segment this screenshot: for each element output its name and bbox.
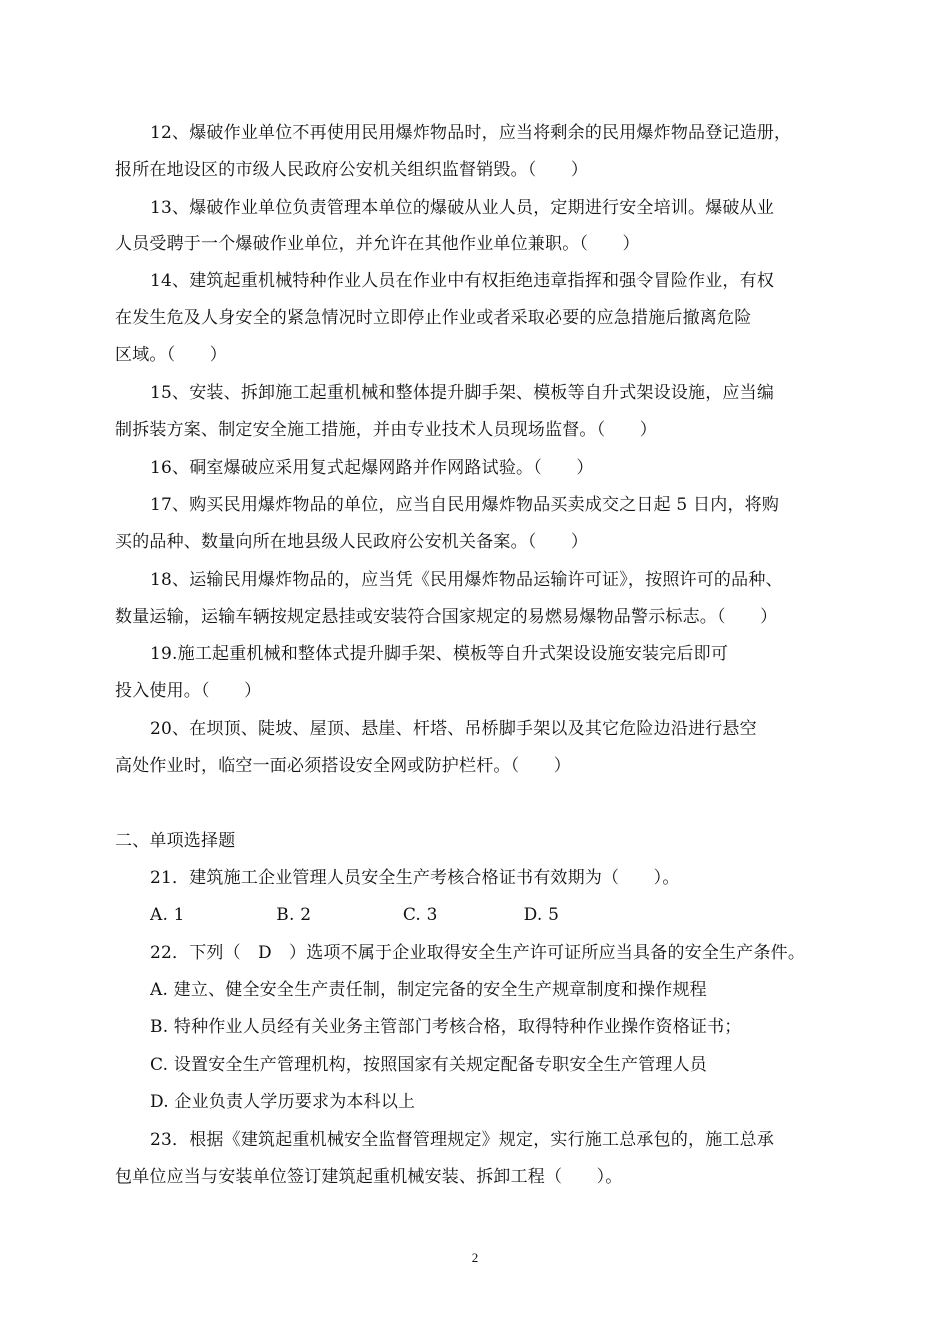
q22-option-a: A. 建立、健全安全生产责任制，制定完备的安全生产规章制度和操作规程 <box>150 980 707 1000</box>
q15-line-1: 15、安装、拆卸施工起重机械和整体提升脚手架、模板等自升式架设设施，应当编 <box>150 383 775 403</box>
q17-line-1: 17、购买民用爆炸物品的单位，应当自民用爆炸物品买卖成交之日起 5 日内，将购 <box>150 495 780 515</box>
q17-line-2: 买的品种、数量向所在地县级人民政府公安机关备案。（ ） <box>115 532 589 552</box>
q13-line-1: 13、爆破作业单位负责管理本单位的爆破从业人员，定期进行安全培训。爆破从业 <box>150 198 775 218</box>
q20-line-1: 20、在坝顶、陡坡、屋顶、悬崖、杆塔、吊桥脚手架以及其它危险边沿进行悬空 <box>150 719 757 739</box>
q22-option-d: D. 企业负责人学历要求为本科以上 <box>150 1092 416 1112</box>
q20-line-2: 高处作业时，临空一面必须搭设安全网或防护栏杆。（ ） <box>115 756 571 776</box>
q14-line-1: 14、建筑起重机械特种作业人员在作业中有权拒绝违章指挥和强令冒险作业，有权 <box>150 271 775 291</box>
section-heading: 二、单项选择题 <box>115 831 236 851</box>
q18-line-1: 18、运输民用爆炸物品的，应当凭《民用爆炸物品运输许可证》，按照许可的品种、 <box>150 570 783 590</box>
q19-line-1: 19.施工起重机械和整体式提升脚手架、模板等自升式架设设施安装完后即可 <box>150 644 729 664</box>
q12-line-1: 12、爆破作业单位不再使用民用爆炸物品时，应当将剩余的民用爆炸物品登记造册， <box>150 123 792 143</box>
q23-line-1: 23．根据《建筑起重机械安全监督管理规定》规定，实行施工总承包的，施工总承 <box>150 1130 775 1150</box>
q12-line-2: 报所在地设区的市级人民政府公安机关组织监督销毁。（ ） <box>115 160 589 180</box>
q21-options: A. 1 B. 2 C. 3 D. 5 <box>150 905 560 925</box>
q22-line: 22．下列（ D ）选项不属于企业取得安全生产许可证所应当具备的安全生产条件。 <box>150 943 806 963</box>
q22-option-b: B. 特种作业人员经有关业务主管部门考核合格，取得特种作业操作资格证书； <box>150 1017 742 1037</box>
q15-line-2: 制拆装方案、制定安全施工措施，并由专业技术人员现场监督。（ ） <box>115 420 657 440</box>
q18-line-2: 数量运输，运输车辆按规定悬挂或安装符合国家规定的易燃易爆物品警示标志。（ ） <box>115 607 778 627</box>
q21-line: 21．建筑施工企业管理人员安全生产考核合格证书有效期为（ ）。 <box>150 868 680 888</box>
q13-line-2: 人员受聘于一个爆破作业单位，并允许在其他作业单位兼职。（ ） <box>115 234 640 254</box>
q23-line-2: 包单位应当与安装单位签订建筑起重机械安装、拆卸工程（ ）。 <box>115 1167 623 1187</box>
q22-option-c: C. 设置安全生产管理机构，按照国家有关规定配备专职安全生产管理人员 <box>150 1055 708 1075</box>
page-number: 2 <box>471 1250 479 1265</box>
q14-line-3: 区域。（ ） <box>115 345 227 365</box>
q19-line-2: 投入使用。（ ） <box>115 681 262 701</box>
q16-line: 16、硐室爆破应采用复式起爆网路并作网路试验。（ ） <box>150 458 594 478</box>
q14-line-2: 在发生危及人身安全的紧急情况时立即停止作业或者采取必要的应急措施后撤离危险 <box>115 308 752 328</box>
